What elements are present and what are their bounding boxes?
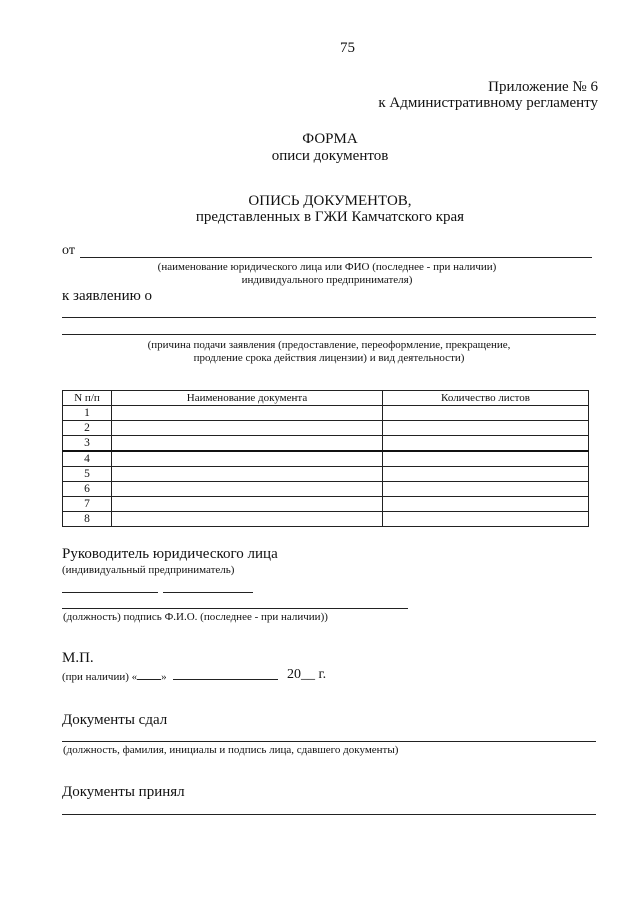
row-number: 6 xyxy=(63,482,112,497)
document-name-cell[interactable] xyxy=(112,451,383,467)
date-line xyxy=(62,670,278,683)
statement-label: к заявлению о xyxy=(62,288,153,304)
document-title-line-2: представленных в ГЖИ Камчатского края xyxy=(195,209,465,225)
head-signature-hint: (должность) подпись Ф.И.О. (последнее - при наличии)) xyxy=(63,611,328,623)
appendix-line-1: Приложение № 6 xyxy=(488,79,598,95)
table-row xyxy=(63,421,589,436)
column-header-document-name: Наименование документа xyxy=(112,391,383,406)
head-signature-title: Руководитель юридического лица xyxy=(62,546,278,562)
row-number: 7 xyxy=(63,497,112,512)
sheet-count-cell[interactable] xyxy=(383,436,589,452)
head-signature-subtitle: (индивидуальный предприниматель) xyxy=(62,564,235,576)
date-year: 20__ г. xyxy=(287,667,327,682)
row-number: 1 xyxy=(63,406,112,421)
sheet-count-cell[interactable] xyxy=(383,406,589,421)
document-name-cell[interactable] xyxy=(112,497,383,512)
sheet-count-cell[interactable] xyxy=(383,421,589,436)
from-hint-line-1: (наименование юридического лица или ФИО (последнее - при наличии) xyxy=(157,261,497,273)
date-line-quote: » xyxy=(161,671,167,683)
stamp-label: М.П. xyxy=(62,650,94,666)
sheet-count-cell[interactable] xyxy=(383,467,589,482)
row-number: 4 xyxy=(63,451,112,467)
row-number: 2 xyxy=(63,421,112,436)
table-header-row xyxy=(63,391,589,406)
column-header-number: N п/п xyxy=(63,391,112,406)
table-row xyxy=(63,467,589,482)
document-name-cell[interactable] xyxy=(112,512,383,527)
documents-table xyxy=(62,390,589,527)
document-title-line-1: ОПИСЬ ДОКУМЕНТОВ, xyxy=(248,193,412,209)
column-header-sheet-count: Количество листов xyxy=(383,391,589,406)
form-heading-line-2: описи документов xyxy=(271,148,389,164)
sheet-count-cell[interactable] xyxy=(383,482,589,497)
full-name-field-line[interactable] xyxy=(62,608,408,609)
form-heading-line-1: ФОРМА xyxy=(302,131,358,147)
document-name-cell[interactable] xyxy=(112,482,383,497)
from-field-line[interactable] xyxy=(80,257,592,258)
signature-field-line[interactable] xyxy=(163,592,253,593)
position-field-line[interactable] xyxy=(62,592,158,593)
accepted-label: Документы принял xyxy=(62,784,185,800)
accepted-field-line[interactable] xyxy=(62,814,596,815)
table-row xyxy=(63,436,589,452)
table-row xyxy=(63,512,589,527)
table-row xyxy=(63,451,589,467)
table-row xyxy=(63,497,589,512)
date-line-prefix: (при наличии) « xyxy=(62,671,138,683)
sheet-count-cell[interactable] xyxy=(383,451,589,467)
from-hint-line-2: индивидуального предпринимателя) xyxy=(241,274,413,286)
document-name-cell[interactable] xyxy=(112,406,383,421)
submitted-field-line[interactable] xyxy=(62,741,596,742)
submitted-label: Документы сдал xyxy=(62,712,168,728)
table-row xyxy=(63,406,589,421)
row-number: 5 xyxy=(63,467,112,482)
statement-hint-line-1: (причина подачи заявления (предоставление, переоформление, прекращение, xyxy=(147,339,511,351)
month-field[interactable] xyxy=(173,670,278,680)
sheet-count-cell[interactable] xyxy=(383,497,589,512)
submitted-hint: (должность, фамилия, инициалы и подпись лица, сдавшего документы) xyxy=(63,744,399,756)
statement-field-line-1[interactable] xyxy=(62,317,596,318)
sheet-count-cell[interactable] xyxy=(383,512,589,527)
statement-field-line-2[interactable] xyxy=(62,334,596,335)
from-label: от xyxy=(62,243,75,258)
row-number: 3 xyxy=(63,436,112,452)
day-field[interactable] xyxy=(137,670,161,680)
document-name-cell[interactable] xyxy=(112,467,383,482)
statement-hint-line-2: продление срока действия лицензии) и вид деятельности) xyxy=(193,352,465,364)
document-name-cell[interactable] xyxy=(112,421,383,436)
document-name-cell[interactable] xyxy=(112,436,383,452)
row-number: 8 xyxy=(63,512,112,527)
page-number: 75 xyxy=(340,40,355,56)
table-row xyxy=(63,482,589,497)
appendix-line-2: к Административному регламенту xyxy=(378,95,598,111)
